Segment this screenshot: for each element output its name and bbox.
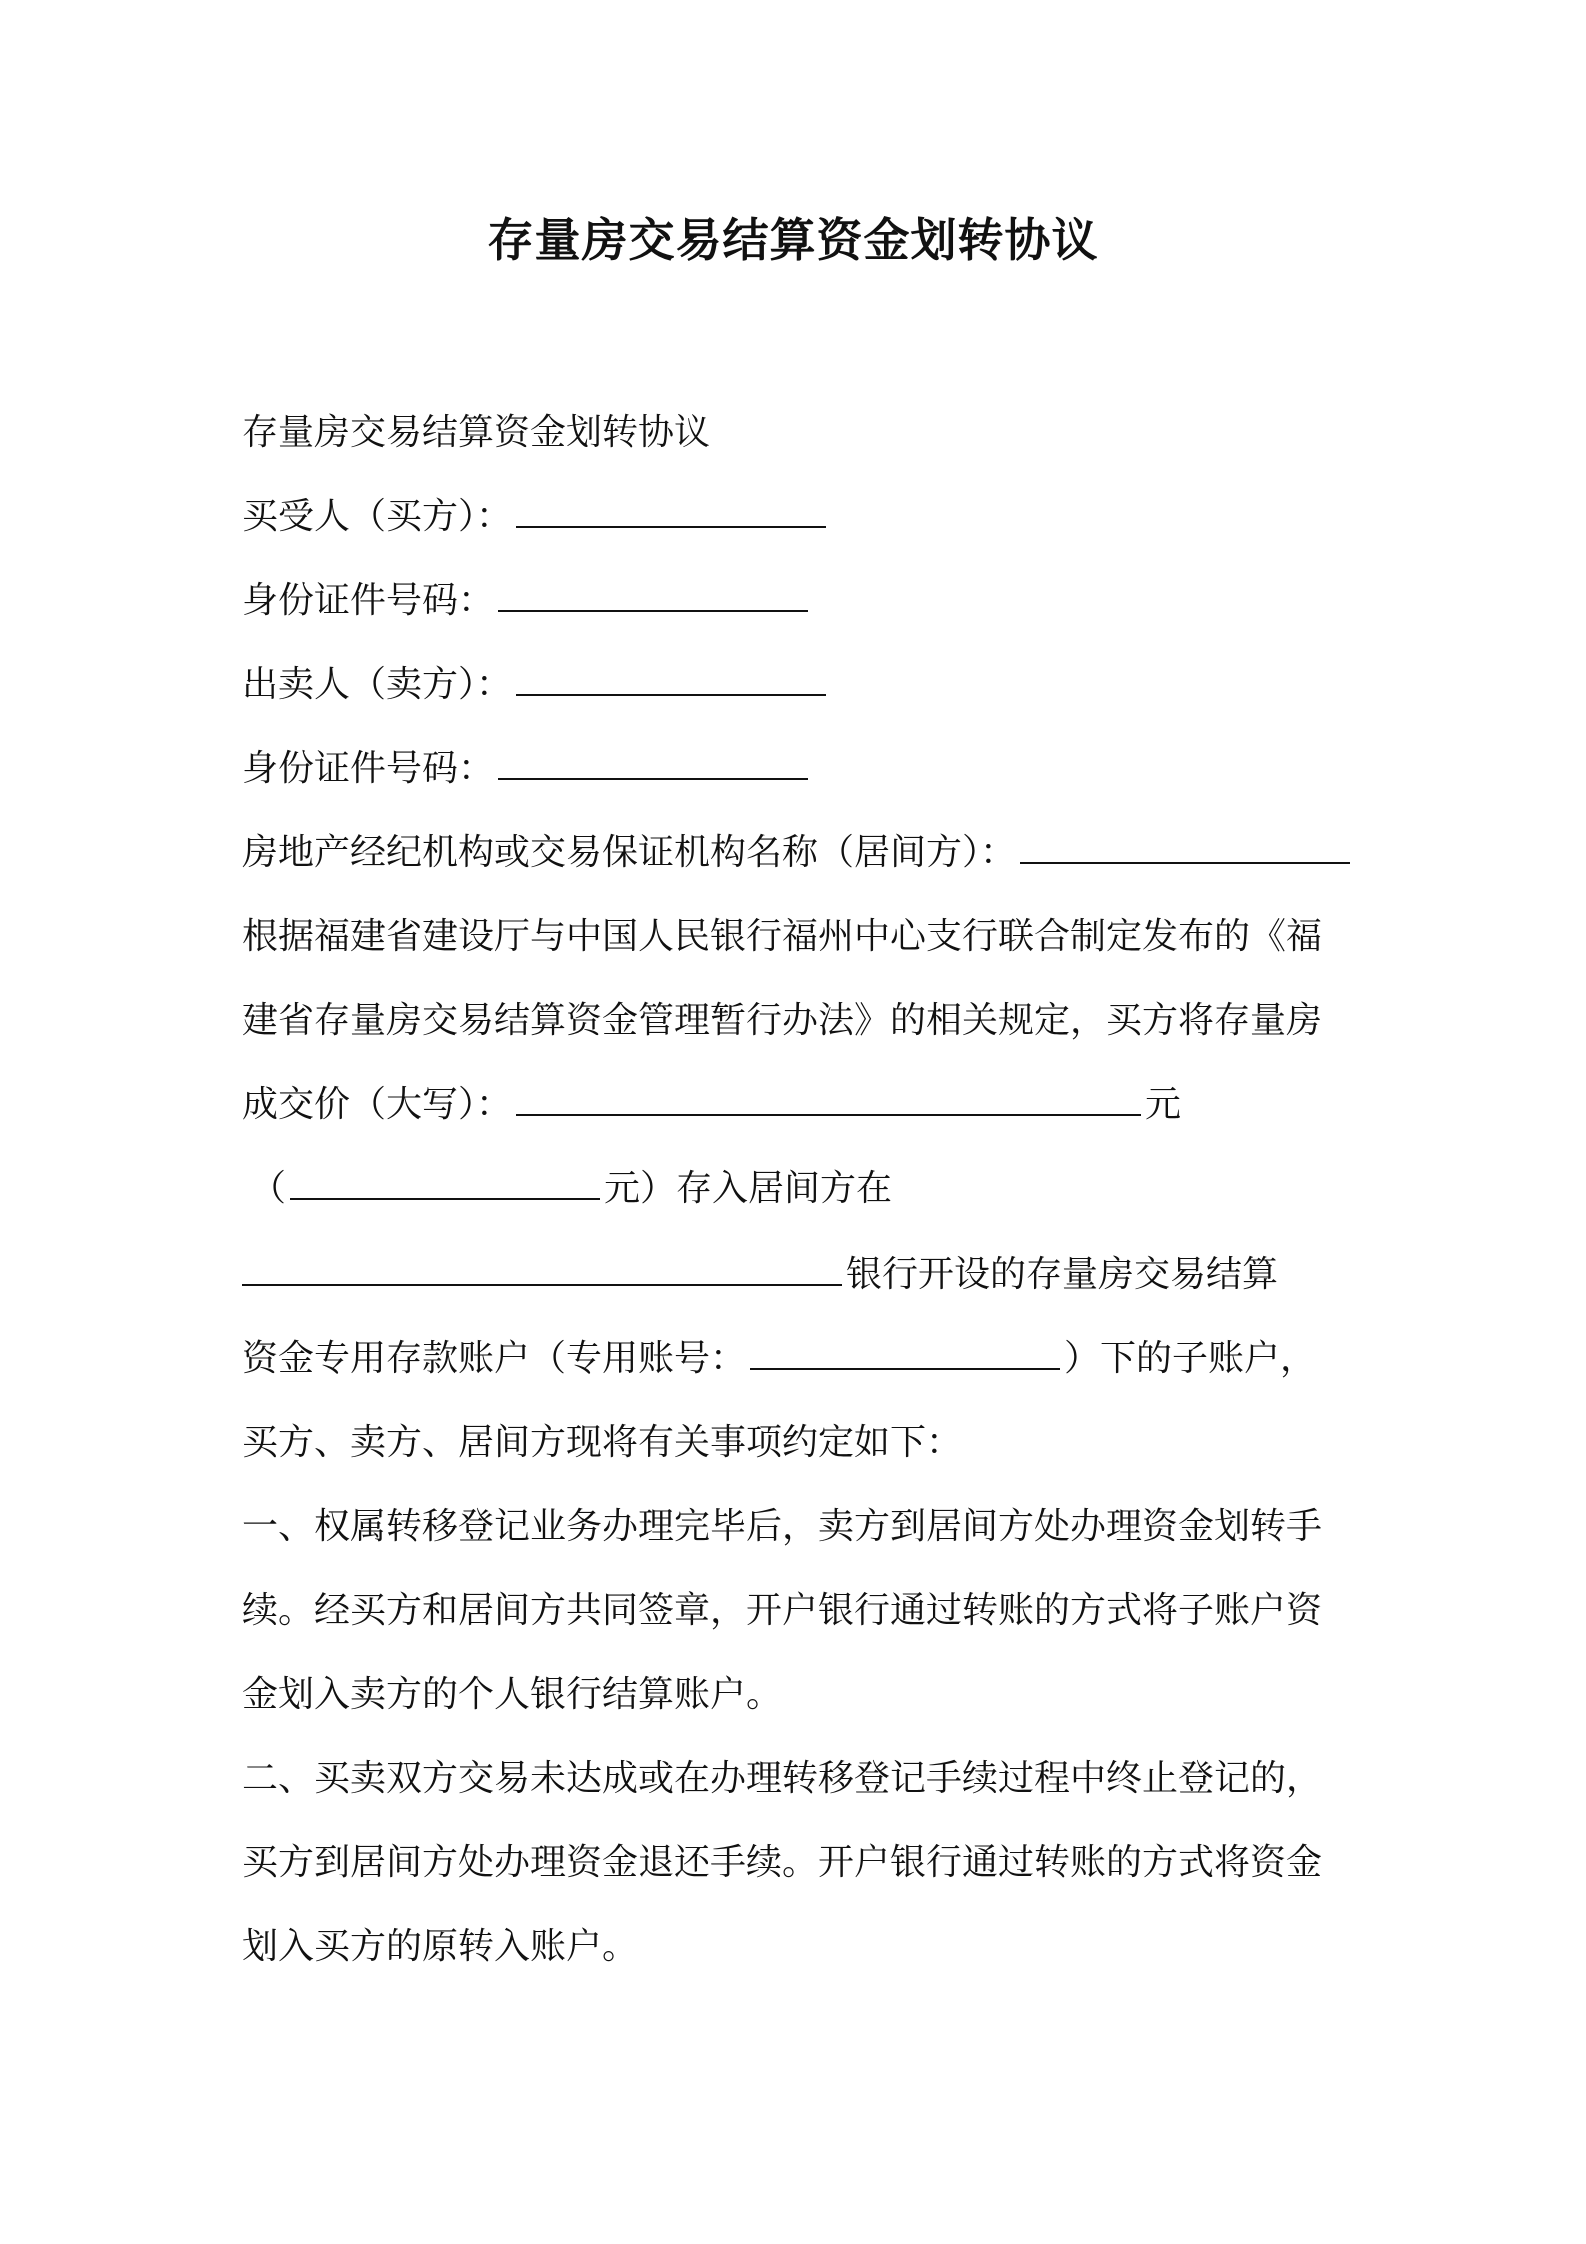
body-line-1: 根据福建省建设厅与中国人民银行福州中心支行联合制定发布的《福: [242, 916, 1323, 957]
buyer-id-blank[interactable]: [498, 576, 808, 612]
bank-suffix: 银行开设的存量房交易结算: [846, 1254, 1279, 1295]
paren-unit: 元）存入居间方在: [604, 1168, 893, 1209]
buyer-row: [242, 492, 830, 542]
account-prefix: 资金专用存款账户（专用账号：: [242, 1338, 747, 1379]
clause-1-line-3: 金划入卖方的个人银行结算账户。: [242, 1674, 783, 1715]
document-title: 存量房交易结算资金划转协议: [487, 213, 1099, 267]
clause-2-line-2: 买方到居间方处办理资金退还手续。开户银行通过转账的方式将资金: [242, 1842, 1323, 1883]
account-row: [242, 1334, 1316, 1384]
seller-label: 出卖人（卖方）：: [242, 664, 513, 705]
seller-row: [242, 660, 830, 710]
seller-id-row: [242, 744, 812, 794]
buyer-blank[interactable]: [516, 492, 826, 528]
seller-id-label: 身份证件号码：: [242, 748, 495, 789]
account-suffix: ）下的子账户，: [1064, 1338, 1317, 1379]
seller-blank[interactable]: [516, 660, 826, 696]
clause-1-line-1: 一、权属转移登记业务办理完毕后，卖方到居间方处办理资金划转手: [242, 1506, 1323, 1547]
price-number-row: [250, 1164, 892, 1214]
bank-blank[interactable]: [242, 1250, 842, 1286]
buyer-id-label: 身份证件号码：: [242, 580, 495, 621]
bank-row: [242, 1250, 1278, 1300]
agency-row: [242, 828, 1354, 878]
seller-id-blank[interactable]: [498, 744, 808, 780]
price-blank[interactable]: [516, 1080, 1141, 1116]
agree-line: 买方、卖方、居间方现将有关事项约定如下：: [242, 1422, 963, 1463]
clause-1-line-2: 续。经买方和居间方共同签章，开户银行通过转账的方式将子账户资: [242, 1590, 1323, 1631]
price-unit: 元: [1145, 1084, 1182, 1125]
buyer-id-row: [242, 576, 812, 626]
subtitle: 存量房交易结算资金划转协议: [242, 412, 711, 453]
price-label: 成交价（大写）：: [242, 1084, 513, 1125]
agency-label: 房地产经纪机构或交易保证机构名称（居间方）：: [242, 832, 1017, 873]
agency-blank[interactable]: [1020, 828, 1350, 864]
clause-2-line-3: 划入买方的原转入账户。: [242, 1926, 639, 1967]
clause-2-line-1: 二、买卖双方交易未达成或在办理转移登记手续过程中终止登记的，: [242, 1758, 1323, 1799]
account-blank[interactable]: [750, 1334, 1060, 1370]
price-row: [242, 1080, 1181, 1130]
price-number-blank[interactable]: [290, 1164, 600, 1200]
body-line-2: 建省存量房交易结算资金管理暂行办法》的相关规定，买方将存量房: [242, 1000, 1323, 1041]
paren-open: （: [250, 1168, 287, 1209]
buyer-label: 买受人（买方）：: [242, 496, 513, 537]
